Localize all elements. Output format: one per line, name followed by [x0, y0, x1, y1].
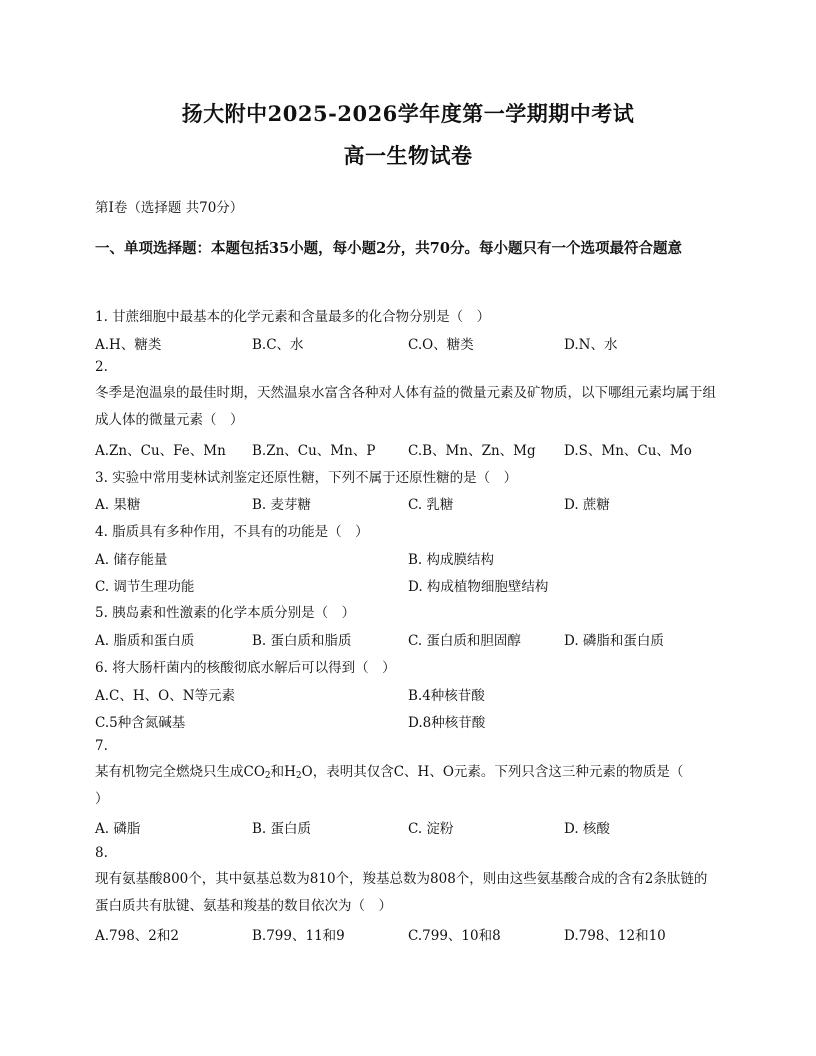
q1-option-d: D.N、水 — [564, 337, 618, 353]
q1-option-a: A.H、糖类 — [95, 337, 162, 353]
q3-option-d: D. 蔗糖 — [564, 497, 610, 513]
q4-option-c: C. 调节生理功能 — [95, 579, 195, 595]
exam-title: 扬大附中2025-2026学年度第一学期期中考试 — [181, 101, 635, 126]
q2-option-d: D.S、Mn、Cu、Mo — [564, 443, 692, 459]
question-3-stem: 3. 实验中常用斐林试剂鉴定还原性糖，下列不属于还原性糖的是（ ） — [95, 470, 518, 486]
q6-option-c: C.5种含氮碱基 — [95, 715, 186, 731]
q7-option-b: B. 蛋白质 — [252, 821, 312, 837]
q8-option-d: D.798、12和10 — [564, 928, 666, 944]
q5-option-a: A. 脂质和蛋白质 — [95, 633, 195, 649]
q5-option-d: D. 磷脂和蛋白质 — [564, 633, 664, 649]
question-6-stem: 6. 将大肠杆菌内的核酸彻底水解后可以得到（ ） — [95, 660, 396, 676]
question-8-number: 8. — [95, 845, 108, 861]
q3-option-c: C. 乳糖 — [408, 497, 454, 513]
q1-option-b: B.C、水 — [252, 337, 304, 353]
question-2-number: 2. — [95, 359, 108, 375]
q6-option-a: A.C、H、O、N等元素 — [95, 688, 236, 704]
q4-option-d: D. 构成植物细胞壁结构 — [408, 579, 549, 595]
question-7-stem: 某有机物完全燃烧只生成$CO_2$和$H_2O$，表明其仅含C、H、O元素。下列只含这三种元素的物质是（ ） — [95, 764, 684, 807]
q8-option-c: C.799、10和8 — [408, 928, 501, 944]
q2-option-b: B.Zn、Cu、Mn、P — [252, 443, 376, 459]
q6-option-b: B.4种核苷酸 — [408, 688, 485, 704]
q4-option-b: B. 构成膜结构 — [408, 552, 495, 568]
question-4-stem: 4. 脂质具有多种作用，不具有的功能是（ ） — [95, 524, 369, 540]
q6-option-d: D.8种核苷酸 — [408, 715, 486, 731]
q8-option-a: A.798、2和2 — [95, 928, 179, 944]
question-7-number: 7. — [95, 738, 108, 754]
q5-option-c: C. 蛋白质和胆固醇 — [408, 633, 521, 649]
question-1-stem: 1. 甘蔗细胞中最基本的化学元素和含量最多的化合物分别是（ ） — [95, 309, 491, 325]
q8-option-b: B.799、11和9 — [252, 928, 345, 944]
question-2-stem: 冬季是泡温泉的最佳时期，天然温泉水富含各种对人体有益的微量元素及矿物质，以下哪组元素均属于组成人体的微量元素（ ） — [95, 385, 716, 428]
question-8-stem: 现有氨基酸800个，其中氨基总数为810个，羧基总数为808个，则由这些氨基酸合成的含有2条肽链的蛋白质共有肽键、氨基和羧基的数目依次为（ ） — [95, 871, 708, 914]
exam-subtitle: 高一生物试卷 — [343, 143, 473, 168]
section-heading: 一、单项选择题：本题包括35小题，每小题2分，共70分。每小题只有一个选项最符合题意 — [95, 240, 682, 257]
q3-option-b: B. 麦芽糖 — [252, 497, 312, 513]
q5-option-b: B. 蛋白质和脂质 — [252, 633, 352, 649]
q3-option-a: A. 果糖 — [95, 497, 141, 513]
q4-option-a: A. 储存能量 — [95, 552, 168, 568]
part-label: 第Ⅰ卷（选择题 共70分） — [95, 200, 244, 216]
q1-option-c: C.O、糖类 — [408, 337, 474, 353]
question-5-stem: 5. 胰岛素和性激素的化学本质分别是（ ） — [95, 605, 356, 621]
q2-option-a: A.Zn、Cu、Fe、Mn — [95, 443, 226, 459]
q7-option-c: C. 淀粉 — [408, 821, 454, 837]
q7-option-d: D. 核酸 — [564, 821, 610, 837]
q2-option-c: C.B、Mn、Zn、Mg — [408, 443, 536, 459]
q7-option-a: A. 磷脂 — [95, 821, 141, 837]
